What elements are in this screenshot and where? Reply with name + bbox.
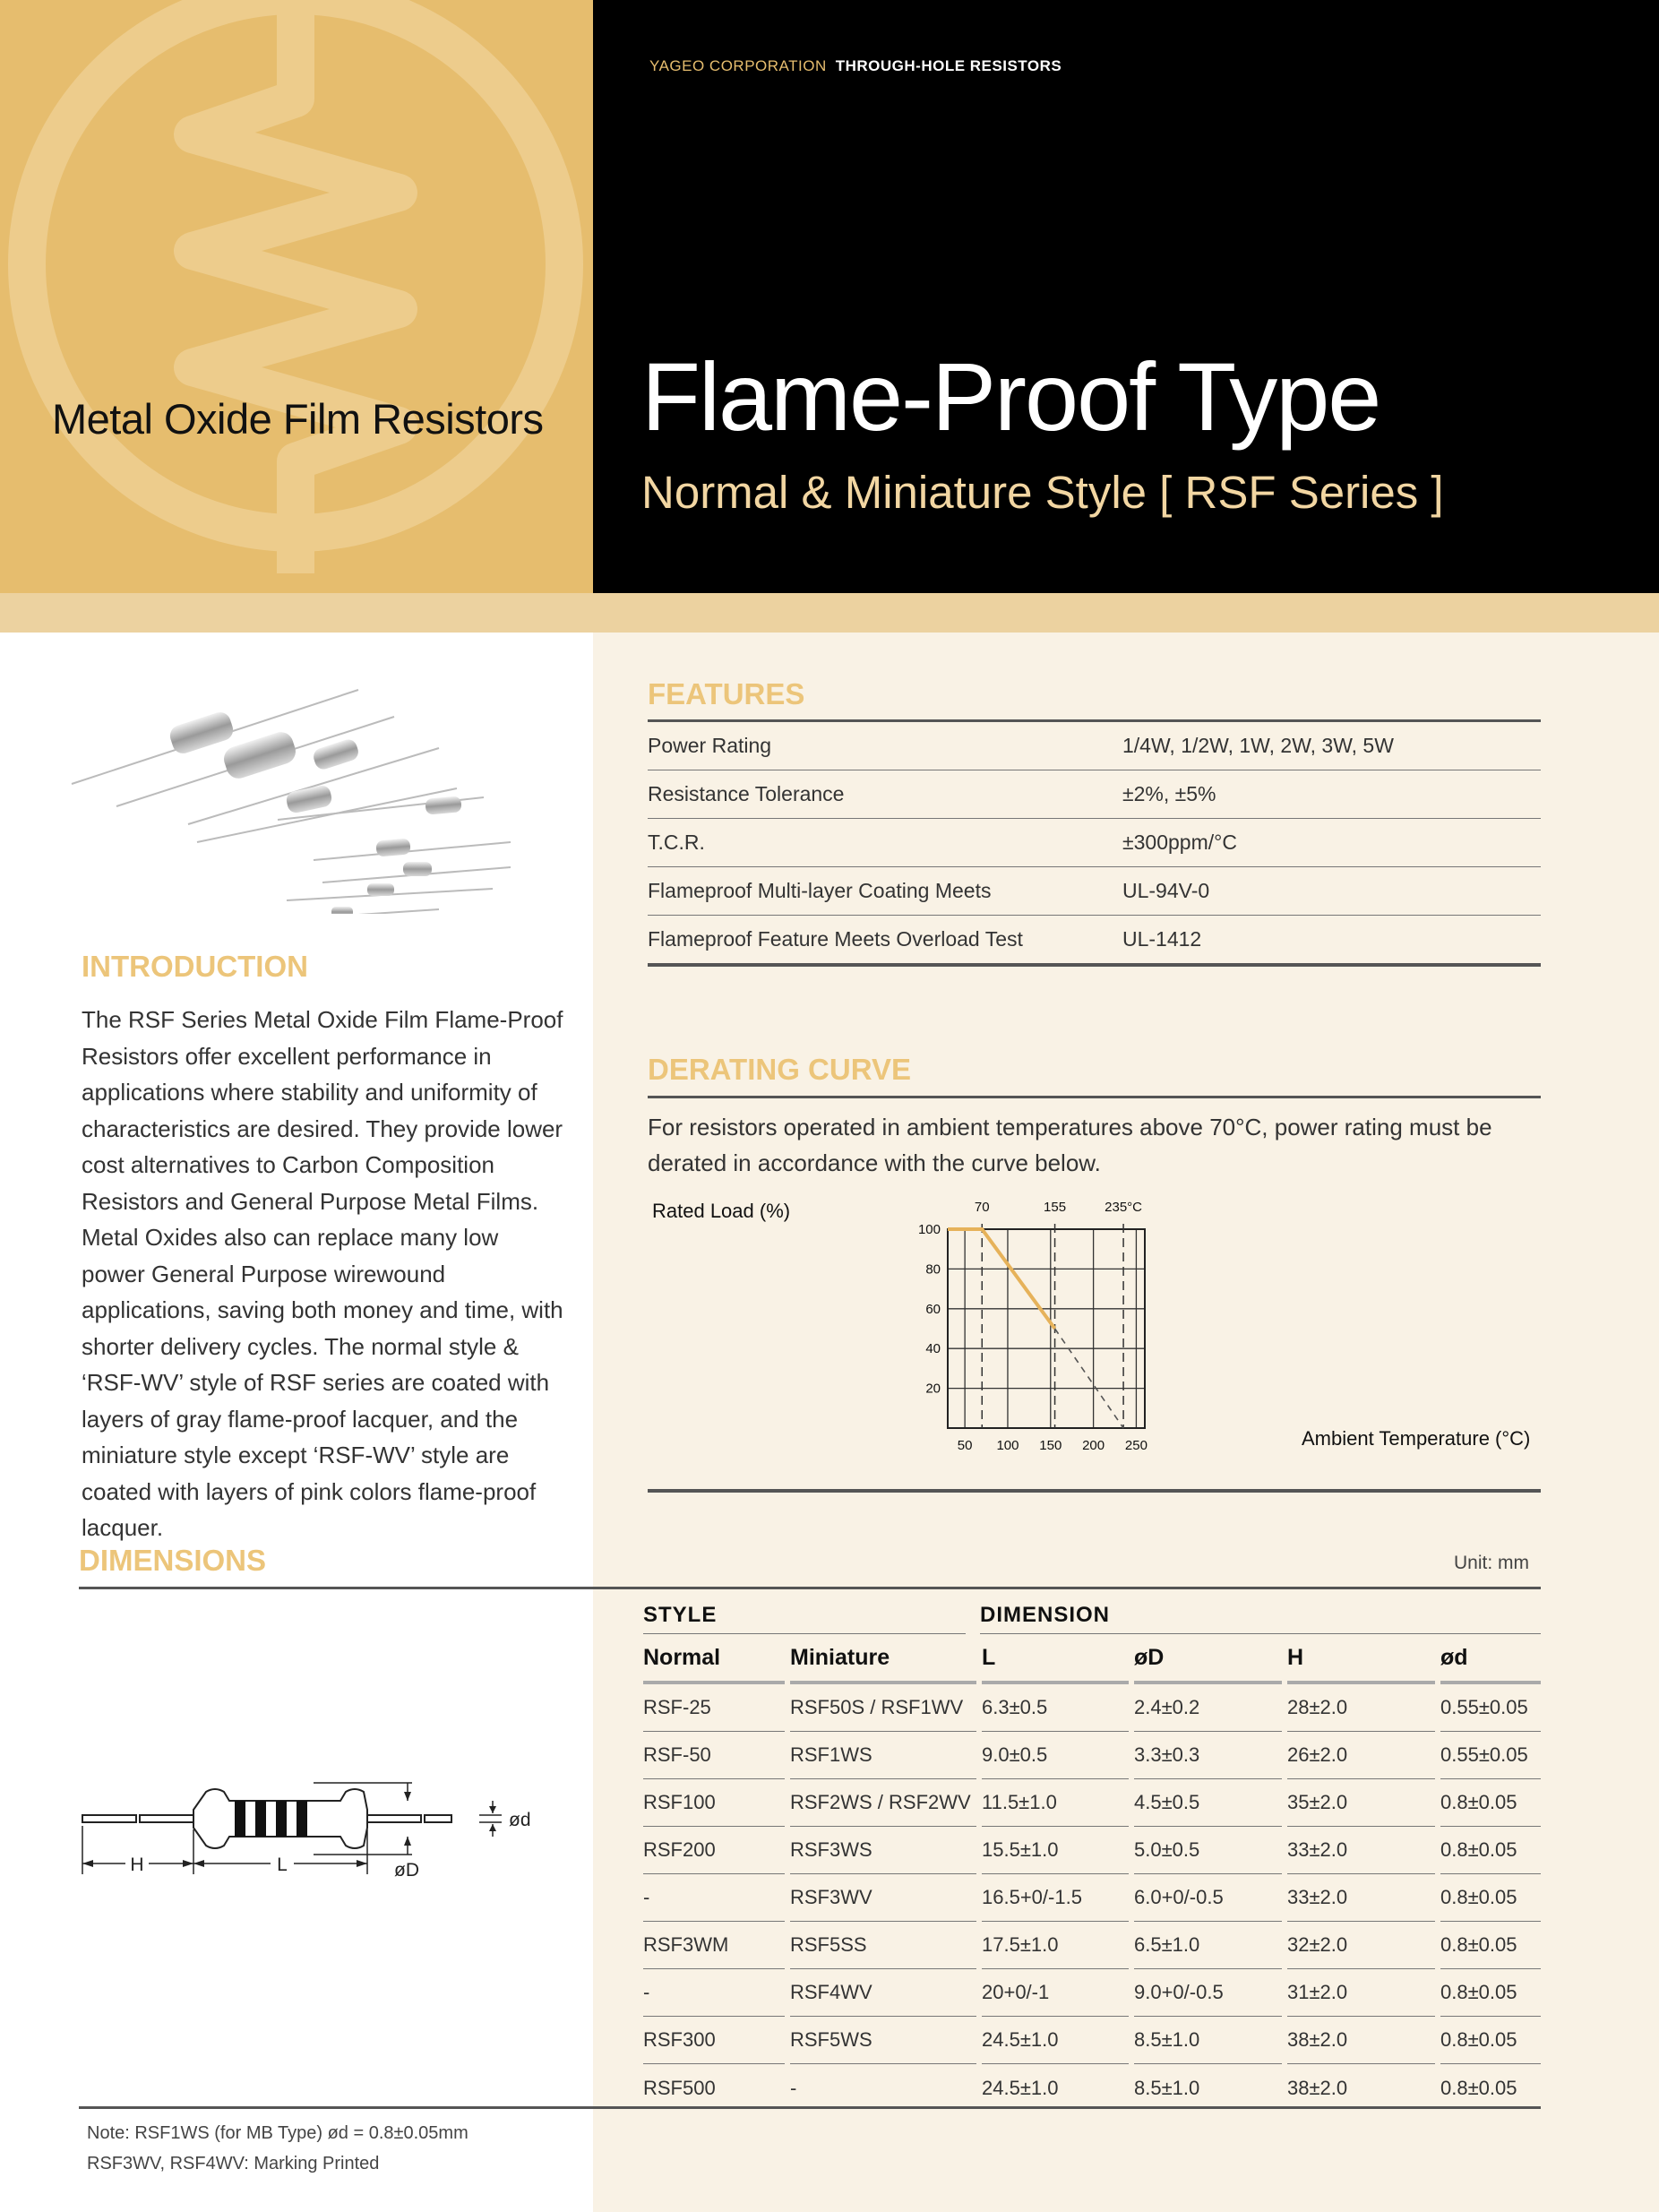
col-header: ød	[1440, 1634, 1541, 1684]
chart-x-tick-label: 150	[1039, 1438, 1062, 1453]
feature-label: Power Rating	[648, 734, 772, 757]
feature-value: 1/4W, 1/2W, 1W, 2W, 3W, 5W	[1122, 734, 1394, 757]
table-cell: RSF3WS	[790, 1827, 976, 1874]
table-row	[643, 1732, 1541, 1779]
derating-chart	[896, 1192, 1191, 1460]
table-cell: 0.8±0.05	[1440, 1779, 1541, 1827]
features-row	[648, 867, 1541, 916]
table-cell: 35±2.0	[1287, 1779, 1435, 1827]
feature-value: UL-1412	[1122, 927, 1202, 951]
table-cell: RSF2WS / RSF2WV	[790, 1779, 976, 1827]
table-row	[643, 1827, 1541, 1874]
feature-label: Flameproof Multi-layer Coating Meets	[648, 879, 992, 902]
resistor-dimension-diagram	[72, 1774, 555, 1899]
derating-heading: DERATING CURVE	[648, 1053, 911, 1086]
table-row	[643, 1969, 1541, 2017]
table-cell: RSF500	[643, 2076, 716, 2099]
page-subtitle: Normal & Miniature Style [ RSF Series ]	[641, 467, 1444, 518]
table-cell: 0.8±0.05	[1440, 2076, 1517, 2099]
table-cell: 0.8±0.05	[1440, 2017, 1541, 2064]
table-cell: 6.5±1.0	[1134, 1922, 1282, 1969]
table-cell: 24.5±1.0	[982, 2076, 1059, 2099]
chart-x-tick-label: 250	[1124, 1438, 1148, 1453]
chart-top-marker-label: 70	[974, 1200, 990, 1215]
table-cell: 2.4±0.2	[1134, 1684, 1282, 1732]
col-header: H	[1287, 1634, 1435, 1684]
header-band	[0, 593, 1659, 633]
page-title: Flame-Proof Type	[641, 342, 1380, 451]
table-row	[643, 2064, 1541, 2112]
feature-label: T.C.R.	[648, 831, 705, 854]
chart-frame	[948, 1229, 1145, 1428]
chart-x-tick-label: 100	[996, 1438, 1019, 1453]
diagram-label-od-body: øD	[394, 1860, 419, 1881]
table-cell: 38±2.0	[1287, 2076, 1348, 2099]
table-cell: 33±2.0	[1287, 1874, 1435, 1922]
table-cell: 38±2.0	[1287, 2017, 1435, 2064]
table-cell: 6.0+0/-0.5	[1134, 1874, 1282, 1922]
derating-bottom-rule	[648, 1489, 1541, 1493]
table-cell: RSF50S / RSF1WV	[790, 1684, 976, 1732]
chart-y-tick-label: 20	[925, 1381, 941, 1397]
table-cell: 9.0±0.5	[982, 1732, 1129, 1779]
header-left-panel	[0, 0, 593, 593]
feature-value: ±300ppm/°C	[1122, 831, 1237, 854]
table-cell: -	[790, 2076, 797, 2099]
table-cell: 26±2.0	[1287, 1732, 1435, 1779]
table-cell: RSF5SS	[790, 1922, 976, 1969]
chart-ylabel: Rated Load (%)	[652, 1200, 791, 1222]
table-header-row	[643, 1634, 1541, 1684]
table-cell: 3.3±0.3	[1134, 1732, 1282, 1779]
introduction-heading: INTRODUCTION	[82, 950, 308, 983]
chart-xlabel: Ambient Temperature (°C)	[1302, 1427, 1531, 1450]
table-cell: 15.5±1.0	[982, 1827, 1129, 1874]
table-cell: 32±2.0	[1287, 1922, 1435, 1969]
diagram-label-l: L	[277, 1855, 288, 1875]
chart-x-tick-label: 50	[957, 1438, 973, 1453]
table-cell: 8.5±1.0	[1134, 2017, 1282, 2064]
table-cell: 0.8±0.05	[1440, 1969, 1541, 2017]
dimensions-rule	[79, 1587, 1541, 1589]
col-header: øD	[1134, 1634, 1282, 1684]
dimensions-table	[643, 1595, 1541, 2112]
features-row	[648, 722, 1541, 770]
product-photo	[63, 663, 564, 914]
resistor-logo-watermark	[0, 0, 593, 593]
chart-top-marker-label: 155	[1044, 1200, 1067, 1215]
table-cell: 31±2.0	[1287, 1969, 1435, 2017]
diagram-label-h: H	[130, 1855, 144, 1875]
feature-label: Flameproof Feature Meets Overload Test	[648, 927, 1023, 951]
product-family: Metal Oxide Film Resistors	[52, 395, 544, 443]
unit-label: Unit: mm	[1454, 1553, 1529, 1573]
group-dimension: DIMENSION	[980, 1595, 1541, 1634]
dimensions-heading: DIMENSIONS	[79, 1544, 267, 1577]
features-row	[648, 819, 1541, 867]
table-cell: RSF3WV	[790, 1874, 976, 1922]
chart-x-tick-label: 200	[1082, 1438, 1105, 1453]
table-cell: 33±2.0	[1287, 1827, 1435, 1874]
table-row	[643, 1874, 1541, 1922]
diagram-label-od-lead: ød	[509, 1810, 531, 1830]
feature-value: ±2%, ±5%	[1122, 782, 1216, 805]
table-cell: RSF4WV	[790, 1969, 976, 2017]
table-row	[643, 1779, 1541, 1827]
table-cell: 11.5±1.0	[982, 1779, 1129, 1827]
table-cell: RSF200	[643, 1827, 785, 1874]
table-cell: 0.55±0.05	[1440, 1732, 1541, 1779]
table-cell: -	[643, 1969, 785, 2017]
table-row	[643, 2017, 1541, 2064]
table-cell: -	[643, 1874, 785, 1922]
feature-value: UL-94V-0	[1122, 879, 1210, 902]
col-header: Miniature	[790, 1634, 976, 1684]
note-line: Note: RSF1WS (for MB Type) ød = 0.8±0.05mm	[87, 2123, 468, 2143]
table-cell: RSF-25	[643, 1684, 785, 1732]
chart-y-tick-label: 100	[917, 1222, 941, 1237]
table-cell: 0.8±0.05	[1440, 1827, 1541, 1874]
table-cell: 24.5±1.0	[982, 2017, 1129, 2064]
table-cell: 9.0+0/-0.5	[1134, 1969, 1282, 2017]
table-cell: RSF300	[643, 2017, 785, 2064]
table-group-header	[643, 1595, 1541, 1634]
table-cell: 6.3±0.5	[982, 1684, 1129, 1732]
table-cell: 0.8±0.05	[1440, 1922, 1541, 1969]
group-style: STYLE	[643, 1595, 966, 1634]
derating-rule	[648, 1096, 1541, 1098]
table-row	[643, 1684, 1541, 1732]
table-cell: RSF100	[643, 1779, 785, 1827]
table-cell: 20+0/-1	[982, 1969, 1129, 2017]
chart-series-dashed	[1055, 1329, 1124, 1428]
table-cell: 28±2.0	[1287, 1684, 1435, 1732]
features-heading: FEATURES	[648, 677, 805, 710]
company-name: YAGEO CORPORATION	[649, 57, 827, 74]
table-cell: 4.5±0.5	[1134, 1779, 1282, 1827]
table-cell: 5.0±0.5	[1134, 1827, 1282, 1874]
table-cell: 0.8±0.05	[1440, 1874, 1541, 1922]
table-cell: RSF-50	[643, 1732, 785, 1779]
category-name: THROUGH-HOLE RESISTORS	[835, 57, 1062, 74]
chart-y-tick-label: 80	[925, 1261, 941, 1278]
chart-series-solid	[948, 1229, 1055, 1329]
table-cell: 16.5+0/-1.5	[982, 1874, 1129, 1922]
derating-text: For resistors operated in ambient temperatures above 70°C, power rating must be derated in accordance with the curve below.	[648, 1114, 1492, 1176]
col-header: L	[982, 1634, 1129, 1684]
chart-y-tick-label: 60	[925, 1301, 941, 1317]
table-cell: RSF1WS	[790, 1732, 976, 1779]
table-cell: 8.5±1.0	[1134, 2076, 1200, 2099]
chart-y-tick-label: 40	[925, 1341, 941, 1357]
feature-label: Resistance Tolerance	[648, 782, 845, 805]
table-cell: RSF3WM	[643, 1922, 785, 1969]
col-header: Normal	[643, 1634, 785, 1684]
table-cell: 17.5±1.0	[982, 1922, 1129, 1969]
features-table	[648, 719, 1541, 967]
features-row	[648, 916, 1541, 963]
features-row	[648, 770, 1541, 819]
table-body	[643, 1684, 1541, 2112]
table-cell: 0.55±0.05	[1440, 1684, 1541, 1732]
note-line: RSF3WV, RSF4WV: Marking Printed	[87, 2154, 380, 2173]
table-row	[643, 1922, 1541, 1969]
table-cell: RSF5WS	[790, 2017, 976, 2064]
dimensions-bottom-rule	[79, 2106, 1541, 2109]
top-line	[649, 57, 1062, 75]
chart-top-marker-label: 235°C	[1105, 1200, 1143, 1215]
introduction-text: The RSF Series Metal Oxide Film Flame-Proof Resistors offer excellent performance in applications where stability and uniformity of characteristics are desired. They provide lower cost alternatives to Carbon Composition Resistors and General Purpose Metal Films. Metal Oxides also can replace many low power General Purpose wirewound applications, saving both money and time, with shorter delivery cycles. The normal style & ‘RSF-WV’ style of RSF series are coated with layers of gray flame-proof lacquer, and the miniature style except ‘RSF-WV’ style are coated with layers of pink colors flame-proof lacquer.	[82, 1006, 563, 1541]
